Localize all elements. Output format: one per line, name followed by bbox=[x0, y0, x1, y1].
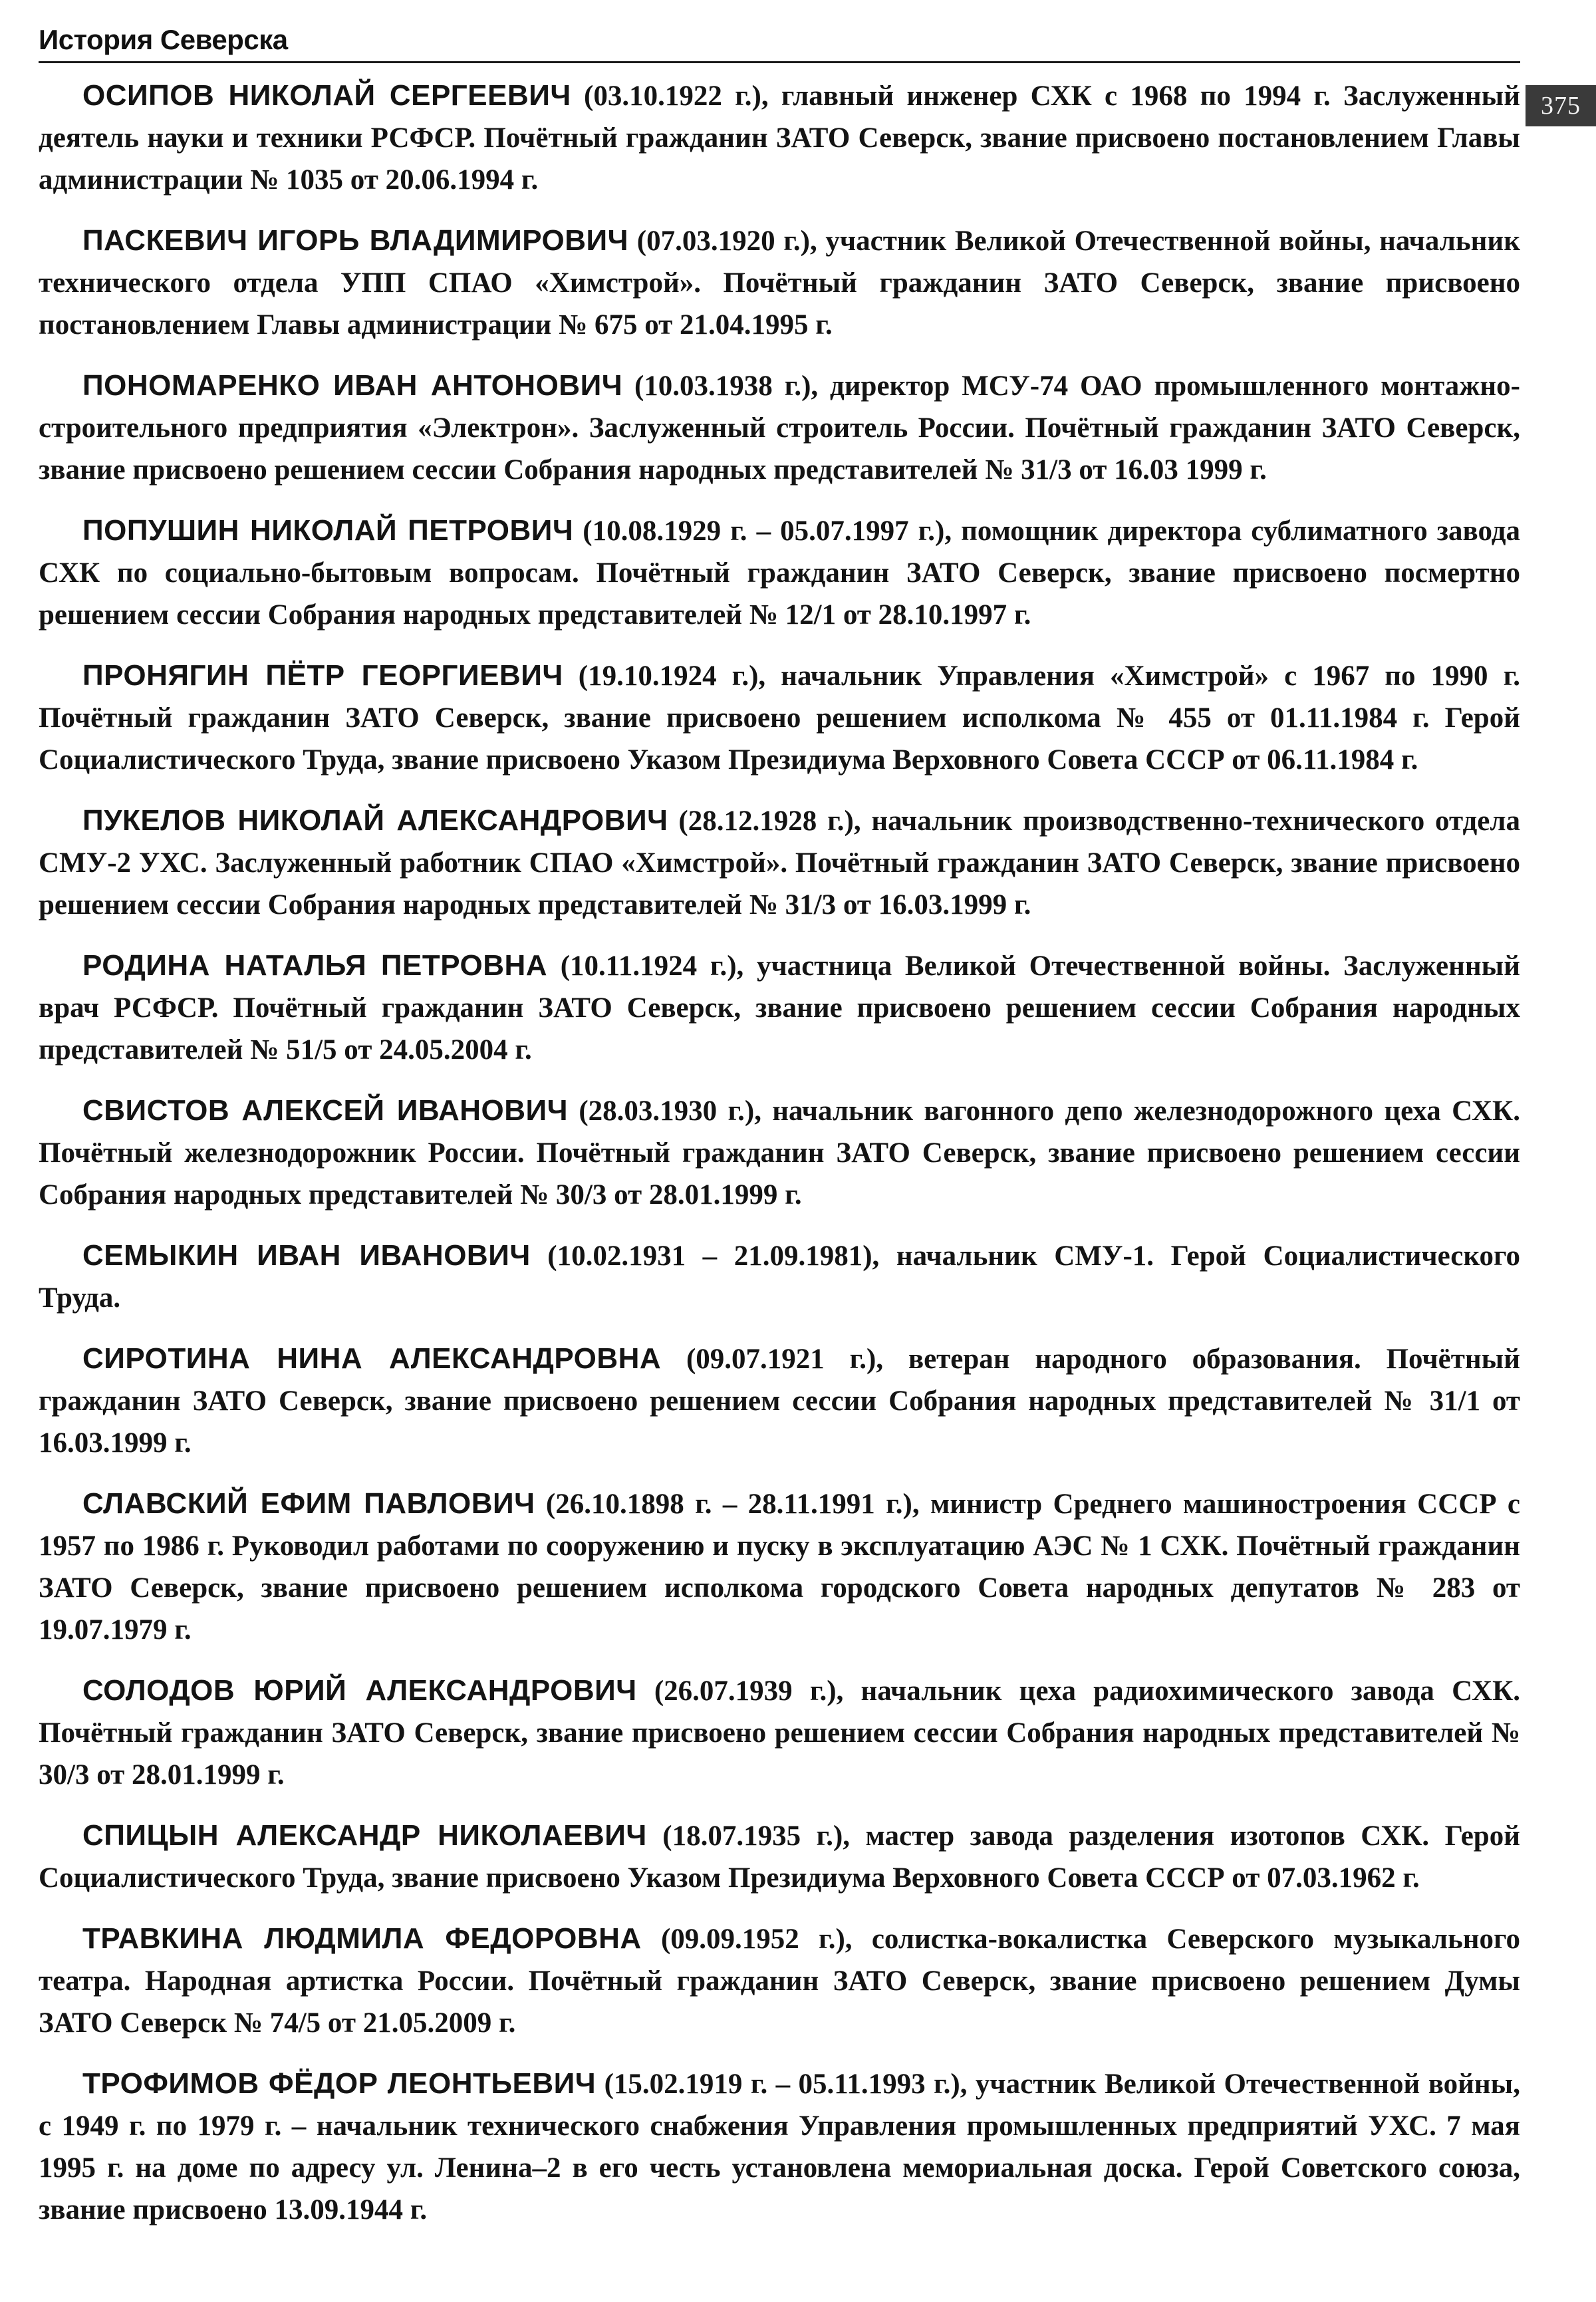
entry-name: ПАСКЕВИЧ ИГОРЬ ВЛАДИМИРОВИЧ bbox=[82, 224, 629, 257]
entry-text: (15.02.1919 г. – 05.11.1993 г.), участник Великой Отечественной войны, с 1949 г. по 1979 г. – начальник технического снабжения Управления промышленных предприятий УХС. 7 мая 1995 г. на доме по адресу ул. Ленина–2 в его честь установлена мемориальная доска. Герой Советского союза, звание присвоено 13.09.1944 г. bbox=[39, 2069, 1520, 2226]
entry-name: СЛАВСКИЙ ЕФИМ ПАВЛОВИЧ bbox=[82, 1487, 535, 1520]
entries-list bbox=[39, 74, 1520, 2249]
entry-text: (28.12.1928 г.), начальник производственно-технического отдела СМУ-2 УХС. Заслуженный работник СПАО «Химстрой». Почётный гражданин ЗАТО Северск, звание присвоено решением сессии Собрания народных представителей № 31/3 от 16.03.1999 г. bbox=[39, 805, 1520, 921]
entry-name: ОСИПОВ НИКОЛАЙ СЕРГЕЕВИЧ bbox=[82, 79, 571, 112]
entry-text: (09.07.1921 г.), ветеран народного образования. Почётный гражданин ЗАТО Северск, звание присвоено решением сессии Собрания народных представителей № 31/1 от 16.03.1999 г. bbox=[39, 1344, 1520, 1459]
entry-name: ТРОФИМОВ ФЁДОР ЛЕОНТЬЕВИЧ bbox=[82, 2067, 597, 2100]
running-title: История Северска bbox=[39, 24, 288, 55]
entry-name: ПУКЕЛОВ НИКОЛАЙ АЛЕКСАНДРОВИЧ bbox=[82, 804, 668, 837]
entry-rodina bbox=[39, 944, 1520, 1071]
page-number: 375 bbox=[1526, 85, 1596, 126]
entry-name: ПОПУШИН НИКОЛАЙ ПЕТРОВИЧ bbox=[82, 514, 574, 547]
entry-spitsyn bbox=[39, 1814, 1520, 1899]
entry-osipov bbox=[39, 74, 1520, 201]
entry-text: (07.03.1920 г.), участник Великой Отечественной войны, начальник технического отдела УПП СПАО «Химстрой». Почётный гражданин ЗАТО Северск, звание присвоено постановлением Главы администрации № 675 от 21.04.1995 г. bbox=[39, 225, 1520, 341]
entry-text: (28.03.1930 г.), начальник вагонного депо железнодорожного цеха СХК. Почётный железнодорожник России. Почётный гражданин ЗАТО Северск, звание присвоено решением сессии Собрания народных представителей № 30/3 от 28.01.1999 г. bbox=[39, 1095, 1520, 1211]
entry-text: (10.11.1924 г.), участница Великой Отечественной войны. Заслуженный врач РСФСР. Почётный гражданин ЗАТО Северск, звание присвоено решением сессии Собрания народных представителей № 51/5 от 24.05.2004 г. bbox=[39, 950, 1520, 1066]
entry-text: (18.07.1935 г.), мастер завода разделения изотопов СХК. Герой Социалистического Труда, звание присвоено Указом Президиума Верховного Совета СССР от 07.03.1962 г. bbox=[39, 1820, 1520, 1894]
entry-pukelov bbox=[39, 799, 1520, 926]
entry-name: ТРАВКИНА ЛЮДМИЛА ФЕДОРОВНА bbox=[82, 1922, 642, 1955]
entry-travkina bbox=[39, 1918, 1520, 2044]
header-rule bbox=[39, 61, 1520, 63]
entry-slavsky bbox=[39, 1483, 1520, 1651]
entry-text: (26.07.1939 г.), начальник цеха радиохимического завода СХК. Почётный гражданин ЗАТО Северск, звание присвоено решением сессии Собрания народных представителей № 30/3 от 28.01.1999 г. bbox=[39, 1675, 1520, 1791]
entry-popushin bbox=[39, 509, 1520, 636]
entry-sirotina bbox=[39, 1338, 1520, 1464]
entry-paskevich bbox=[39, 219, 1520, 346]
entry-svistov bbox=[39, 1089, 1520, 1216]
entry-text: (09.09.1952 г.), солистка-вокалистка Северского музыкального театра. Народная артистка России. Почётный гражданин ЗАТО Северск, звание присвоено решением Думы ЗАТО Северск № 74/5 от 21.05.2009 г. bbox=[39, 1924, 1520, 2039]
entry-text: (19.10.1924 г.), начальник Управления «Химстрой» с 1967 по 1990 г. Почётный гражданин ЗАТО Северск, звание присвоено решением исполкома № 455 от 01.11.1984 г. Герой Социалистического Труда, звание присвоено Указом Президиума Верховного Совета СССР от 06.11.1984 г. bbox=[39, 660, 1520, 776]
entry-text: (10.08.1929 г. – 05.07.1997 г.), помощник директора сублиматного завода СХК по социально-бытовым вопросам. Почётный гражданин ЗАТО Северск, звание присвоено посмертно решением сессии Собрания народных представителей № 12/1 от 28.10.1997 г. bbox=[39, 515, 1520, 631]
entry-text: (03.10.1922 г.), главный инженер СХК с 1968 по 1994 г. Заслуженный деятель науки и техники РСФСР. Почётный гражданин ЗАТО Северск, звание присвоено постановлением Главы администрации № 1035 от 20.06.1994 г. bbox=[39, 80, 1520, 196]
entry-text: (10.03.1938 г.), директор МСУ-74 ОАО промышленного монтажно-строительного предприятия «Электрон». Заслуженный строитель России. Почётный гражданин ЗАТО Северск, звание присвоено решением сессии Собрания народных представителей № 31/3 от 16.03 1999 г. bbox=[39, 370, 1520, 486]
entry-name: ПРОНЯГИН ПЁТР ГЕОРГИЕВИЧ bbox=[82, 659, 563, 692]
entry-text: (26.10.1898 г. – 28.11.1991 г.), министр Среднего машиностроения СССР с 1957 по 1986 г. Руководил работами по сооружению и пуску в эксплуатацию АЭС № 1 СХК. Почётный гражданин ЗАТО Северск, звание присвоено решением исполкома городского Совета народных депутатов № 283 от 19.07.1979 г. bbox=[39, 1489, 1520, 1646]
entry-name: СЕМЫКИН ИВАН ИВАНОВИЧ bbox=[82, 1239, 531, 1272]
entry-pronyagin bbox=[39, 654, 1520, 781]
entry-name: РОДИНА НАТАЛЬЯ ПЕТРОВНА bbox=[82, 949, 548, 982]
entry-trofimov bbox=[39, 2063, 1520, 2231]
entry-name: СВИСТОВ АЛЕКСЕЙ ИВАНОВИЧ bbox=[82, 1094, 569, 1127]
entry-name: СПИЦЫН АЛЕКСАНДР НИКОЛАЕВИЧ bbox=[82, 1819, 647, 1852]
entry-ponomarenko bbox=[39, 364, 1520, 491]
entry-semykin bbox=[39, 1234, 1520, 1319]
entry-solodov bbox=[39, 1669, 1520, 1796]
entry-name: ПОНОМАРЕНКО ИВАН АНТОНОВИЧ bbox=[82, 369, 623, 402]
entry-name: СОЛОДОВ ЮРИЙ АЛЕКСАНДРОВИЧ bbox=[82, 1674, 637, 1707]
entry-name: СИРОТИНА НИНА АЛЕКСАНДРОВНА bbox=[82, 1342, 662, 1375]
entry-text: (10.02.1931 – 21.09.1981), начальник СМУ-1. Герой Социалистического Труда. bbox=[39, 1240, 1520, 1314]
